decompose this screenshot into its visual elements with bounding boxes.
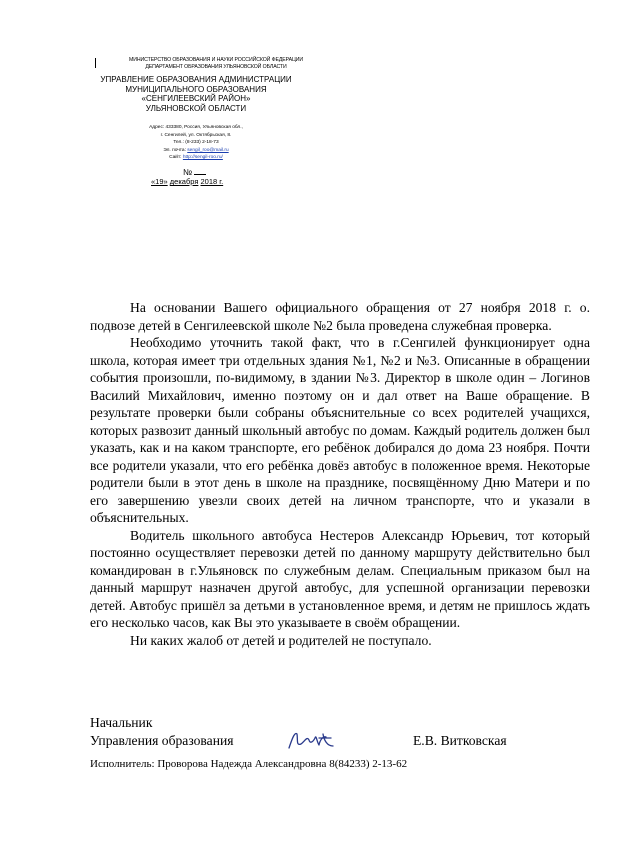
- number-blank: [194, 166, 206, 175]
- org-line-2: МУНИЦИПАЛЬНОГО ОБРАЗОВАНИЯ: [125, 84, 267, 94]
- paragraph-4: Ни каких жалоб от детей и родителей не поступало.: [130, 632, 432, 648]
- date-month: декабря: [169, 177, 199, 186]
- handwritten-signature: [283, 728, 345, 754]
- paragraph-1: На основании Вашего официального обращения от 27 ноября 2018 г. о. подвозе детей в Сенгилеевской школе №2 была проведена служебная проверка.: [90, 300, 590, 333]
- site-link[interactable]: http://sengil-roo.ru/: [182, 155, 223, 160]
- org-line-3: «СЕНГИЛЕЕВСКИЙ РАЙОН»: [141, 94, 251, 104]
- signer-name: Е.В. Витковская: [413, 732, 507, 748]
- email-label: Эл. почта:: [163, 147, 186, 153]
- address-line-2: г. Сенгилей, ул. Октябрьская, 8.: [160, 132, 232, 138]
- signer-title-2: Управления образования: [90, 732, 234, 748]
- organization-name: [86, 75, 306, 113]
- paragraph-2: Необходимо уточнить такой факт, что в г.Сенгилей функционирует одна школа, которая имеет три отдельных здания №1, №2 и №3. Описанные в обращении события произошли, по-видимому, в здании №3. Директор в школе один – Логинов Василий Михайлович, именно поэтому он и дал ответ на Ваше обращение. В результате проверки были собраны объяснительные со всех родителей учащихся, которых развозит данный школьный автобус по домам. Каждый родитель должен был указать, как и на каком транспорте, его ребёнок добирался до дома 23 ноября. Почти все родители указали, что его ребёнка довёз автобус в положенное время. Некоторые родители были в этот день в школе на празднике, посвящённому Дню Матери и по его завершению увезли своих детей на личном транспорте, что и указали в объяснительных.: [90, 335, 590, 525]
- signer-title-1: Начальник: [90, 715, 153, 730]
- site-label: Сайт:: [169, 155, 182, 160]
- paragraph-3: Водитель школьного автобуса Нестеров Александр Юрьевич, тот который постоянно осуществляет перевозки детей по данному маршруту действительно был командирован в г.Ульяновск по служебным делам. Специальным приказом был на данный маршрут назначен другой автобус, для успешной организации перевозки детей. Автобус пришёл за детьми в установленное время, и детям не пришлось ждать его несколько часов, как Вы это указываете в своём обращении.: [90, 527, 590, 630]
- ministry-line: МИНИСТЕРСТВО ОБРАЗОВАНИЯ И НАУКИ РОССИЙСКОЙ ФЕДЕРАЦИИ: [129, 57, 303, 63]
- email-link[interactable]: sengil_roo@mail.ru: [187, 147, 229, 153]
- phone-line: Тел.: (8-233) 2-18-73: [173, 140, 219, 145]
- contact-block: [86, 124, 306, 162]
- document-date: [151, 177, 223, 186]
- department-line: ДЕПАРТАМЕНТ ОБРАЗОВАНИЯ УЛЬЯНОВСКОЙ ОБЛАСТИ: [145, 64, 287, 70]
- performer-line: Исполнитель: Проворова Надежда Александровна 8(84233) 2-13-62: [90, 758, 408, 770]
- letter-body: [90, 299, 590, 649]
- document-number: [183, 166, 206, 177]
- date-day: «19»: [151, 177, 168, 186]
- org-line-4: УЛЬЯНОВСКОЙ ОБЛАСТИ: [145, 103, 247, 113]
- org-line-1: УПРАВЛЕНИЕ ОБРАЗОВАНИЯ АДМИНИСТРАЦИИ: [100, 75, 292, 84]
- date-year: 2018 г.: [200, 177, 224, 186]
- site-line: [86, 154, 306, 162]
- address-line-1: Адрес: 433380, Россия, Ульяновская обл.,: [149, 125, 243, 130]
- number-label: №: [183, 167, 193, 177]
- email-line: [86, 147, 306, 155]
